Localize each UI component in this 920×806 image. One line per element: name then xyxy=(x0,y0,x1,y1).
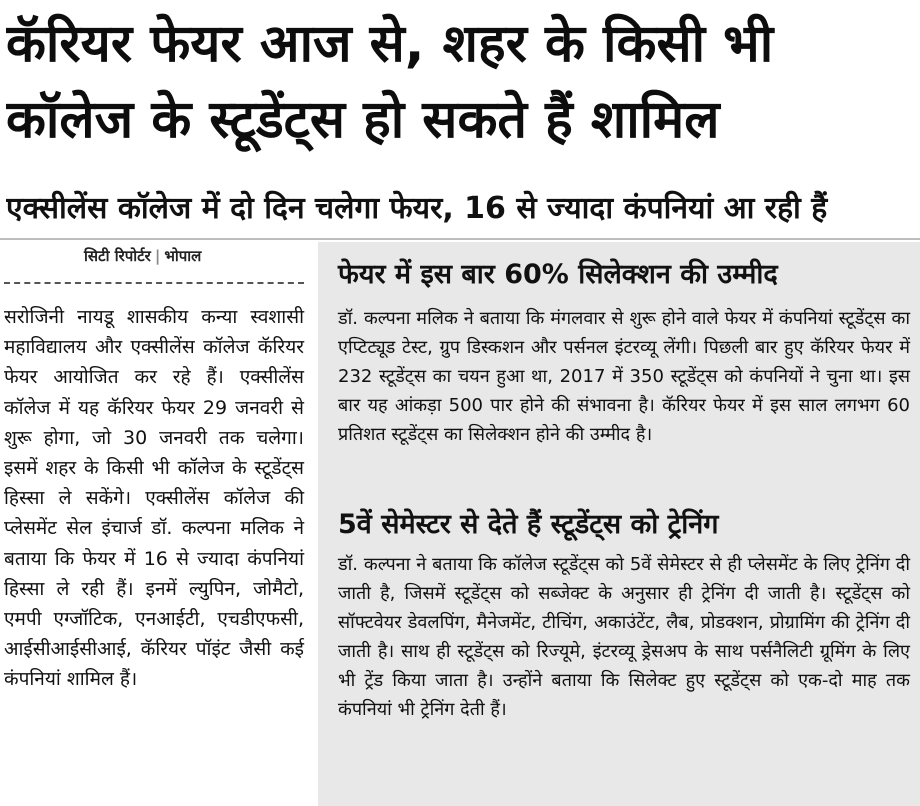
byline-reporter: सिटी रिपोर्टर xyxy=(84,247,151,265)
main-article-column xyxy=(4,240,306,806)
byline-separator: | xyxy=(154,247,161,265)
byline-city: भोपाल xyxy=(164,247,202,265)
headline-line-2: कॉलेज के स्टूडेंट्स हो सकते हैं शामिल xyxy=(6,90,720,150)
byline xyxy=(84,246,201,266)
headline-line-1: कॅरियर फेयर आज से, शहर के किसी भी xyxy=(6,14,774,74)
headline xyxy=(6,6,916,158)
byline-divider xyxy=(4,282,304,284)
box-section-1-title: फेयर में इस बार 60% सिलेक्शन की उम्मीद xyxy=(338,259,778,290)
main-article-body: सरोजिनी नायडू शासकीय कन्या स्वशासी महाविद्यालय और एक्सीलेंस कॉलेज कॅरियर फेयर आयोजित कर रहे हैं। एक्सीलेंस कॉलेज में यह कॅरियर फेयर 29 जनवरी से शुरू होगा, जो 30 जनवरी तक चलेगा। इसमें शहर के किसी भी कॉलेज के स्टूडेंट्स हिस्सा ले सकेंगे। एक्सीलेंस कॉलेज की प्लेसमेंट सेल इंचार्ज डॉ. कल्पना मलिक ने बताया कि फेयर में 16 से ज्यादा कंपनियां हिस्सा ले रही हैं। इनमें ल्युपिन, जोमैटो, एमपी एग्जॉटिक, एनआईटी, एचडीएफसी, आईसीआईसीआई, कॅरियर पॉइंट जैसी कई कंपनियां शामिल हैं। xyxy=(4,306,304,691)
box-section-2-title: 5वें सेमेस्टर से देते हैं स्टूडेंट्स को ट्रेनिंग xyxy=(338,509,719,540)
box-section-2-body: डॉ. कल्पना ने बताया कि कॉलेज स्टूडेंट्स को 5वें सेमेस्टर से ही प्लेसमेंट के लिए ट्रेनिंग दी जाती है, जिसमें स्टूडेंट्स को सब्जेक्ट के अनुसार ही ट्रेनिंग दी जाती है। स्टूडेंट्स को सॉफ्टवेयर डेवलपिंग, मैनेजमेंट, टीचिंग, अकाउंटेंट, लैब, प्रोडक्शन, प्रोग्रामिंग की ट्रेनिंग दी जाती है। साथ ही स्टूडेंट्स को रिज्यूमे, इंटरव्यू ड्रेसअप के साथ पर्सनैलिटी ग्रूमिंग के लिए भी ट्रेंड किया जाता है। उन्होंने बताया कि सिलेक्ट हुए स्टूडेंट्स को एक-दो माह तक कंपनियां भी ट्रेनिंग देती हैं। xyxy=(338,554,910,720)
sidebar-box xyxy=(318,242,920,806)
box-section-1-body: डॉ. कल्पना मलिक ने बताया कि मंगलवार से शुरू होने वाले फेयर में कंपनियां स्टूडेंट्स का एप्टिट्यूड टेस्ट, ग्रुप डिस्कशन और पर्सनल इंटरव्यू लेंगी। पिछली बार हुए कॅरियर फेयर में 232 स्टूडेंट्स का चयन हुआ था, 2017 में 350 स्टूडेंट्स को कंपनियों ने चुना था। इस बार यह आंकड़ा 500 पार होने की संभावना है। कॅरियर फेयर में इस साल लगभग 60 प्रतिशत स्टूडेंट्स का सिलेक्शन होने की उम्मीद है। xyxy=(338,308,910,445)
subheadline: एक्सीलेंस कॉलेज में दो दिन चलेगा फेयर, 16 से ज्यादा कंपनियां आ रही हैं xyxy=(6,191,828,226)
